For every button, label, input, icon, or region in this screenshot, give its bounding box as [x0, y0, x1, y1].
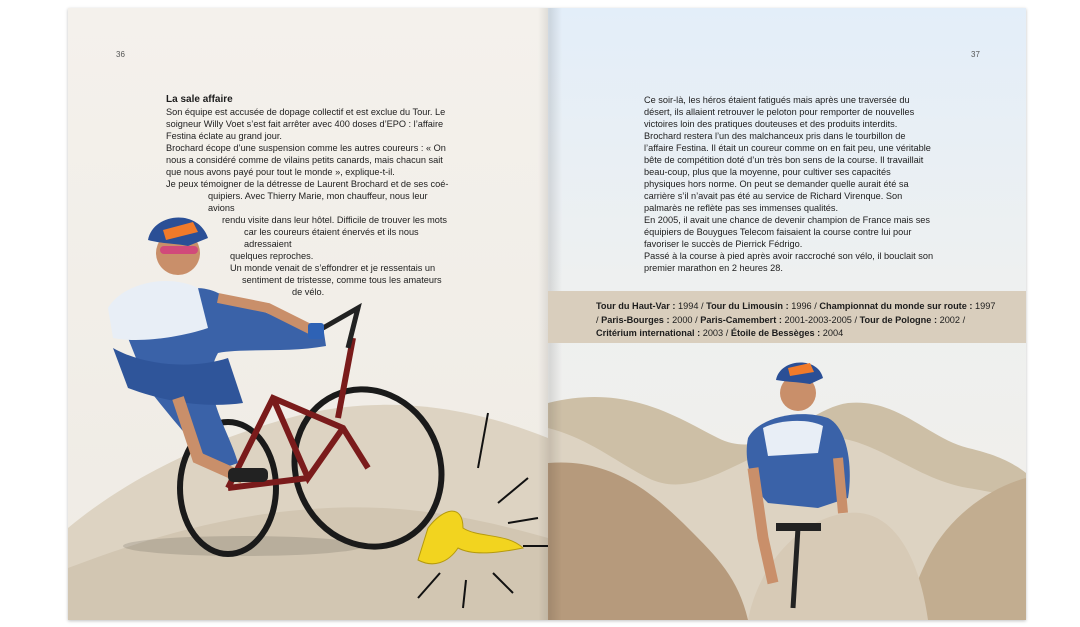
- palmares-event: Paris-Camembert :: [700, 314, 782, 325]
- paragraph-line: car les coureurs étaient énervés et ils nous adressaient: [244, 227, 419, 249]
- book-spread: [68, 8, 1026, 620]
- page-number-left: 36: [116, 50, 125, 59]
- palmares-year: 2003: [702, 328, 724, 338]
- palmares-year: 1997: [975, 301, 996, 311]
- palmares-year: 2001-2003-2005: [784, 314, 852, 325]
- palmares-band: [548, 291, 1026, 343]
- paragraph-line: de vélo.: [292, 287, 325, 297]
- left-page: [68, 8, 548, 620]
- paragraph: Brochard restera l’un des malchanceux pris dans le tourbillon de l’affaire Festina. Il était un coureur comme on en fait peu, une véritable bête de compétition doté d’un très bon sens de la course. Il travaillait beau-coup, plus que la moyenne, pour cultiver ses capacités physiques hors norme. On peut se demander quelle aurait été sa carrière s’il n’avait pas été au service de Richard Virenque. Son palmarès ne reflète pas ses immenses qualités.: [644, 131, 931, 213]
- palmares-year: 1994: [678, 301, 699, 311]
- palmares-year: 2004: [822, 328, 844, 338]
- palmares-event: Championnat du monde sur route :: [819, 301, 973, 311]
- paragraph: Je peux témoigner de la détresse de Laurent Brochard et de ses coé-: [166, 179, 449, 189]
- section-title: La sale affaire: [166, 94, 233, 105]
- palmares-year: 1996: [791, 301, 812, 311]
- palmares-event: Tour du Limousin :: [706, 301, 789, 311]
- paragraph: Passé à la course à pied après avoir raccroché son vélo, il bouclait son premier marathon en 2 heures 28.: [644, 251, 934, 273]
- palmares-event: Paris-Bourges :: [601, 314, 670, 325]
- palmares-event: Tour du Haut-Var :: [596, 301, 676, 311]
- paragraph: Ce soir-là, les héros étaient fatigués mais après une traversée du désert, ils allaient retrouver le peloton pour remporter de nouvelles victoires loin des pratiques douteuses et des produits interdits.: [644, 95, 915, 129]
- paragraph: En 2005, il avait une chance de devenir champion de France mais ses équipiers de Bouygues Telecom faisaient la course contre lui pour favoriser le succès de Pierrick Fédrigo.: [644, 215, 931, 249]
- palmares-list: Tour du Haut-Var : 1994 / Tour du Limousin : 1996 / Championnat du monde sur route : 1997 / Paris-Bourges : 2000 / Paris-Camembert : 2001-2003-2005 / Tour de Pologne : 2002 / Critérium international : 2003 / Étoile de Bessèges : 2004: [596, 301, 996, 338]
- palmares-event: Étoile de Bessèges :: [730, 328, 821, 338]
- page-number-right: 37: [971, 50, 980, 59]
- paragraph-line: quelques reproches.: [230, 251, 314, 261]
- paragraph-line: quipiers. Avec Thierry Marie, mon chauffeur, nous leur avions: [208, 191, 428, 213]
- palmares-event: Tour de Pologne :: [859, 314, 938, 325]
- palmares-year: 2000: [672, 314, 693, 325]
- paragraph-line: rendu visite dans leur hôtel. Difficile de trouver les mots: [222, 215, 448, 225]
- paragraph: Brochard écope d’une suspension comme les autres coureurs : « On nous a considéré comme de vilains petits canards, mais chacun sait que nous avons payé pour tout le monde », explique-t-il.: [166, 143, 446, 177]
- paragraph: Son équipe est accusée de dopage collectif et est exclue du Tour. Le soigneur Willy Voet s’est fait arrêter avec 400 doses d’EPO : l’affaire Festina éclate au grand jour.: [166, 107, 446, 141]
- palmares-year: 2002: [939, 314, 961, 325]
- cyclist-crash-illustration: [68, 8, 548, 620]
- paragraph-line: Un monde venait de s’effondrer et je ressentais un: [230, 263, 436, 273]
- paragraph-line: sentiment de tristesse, comme tous les amateurs: [242, 275, 442, 285]
- palmares-event: Critérium international :: [596, 328, 701, 338]
